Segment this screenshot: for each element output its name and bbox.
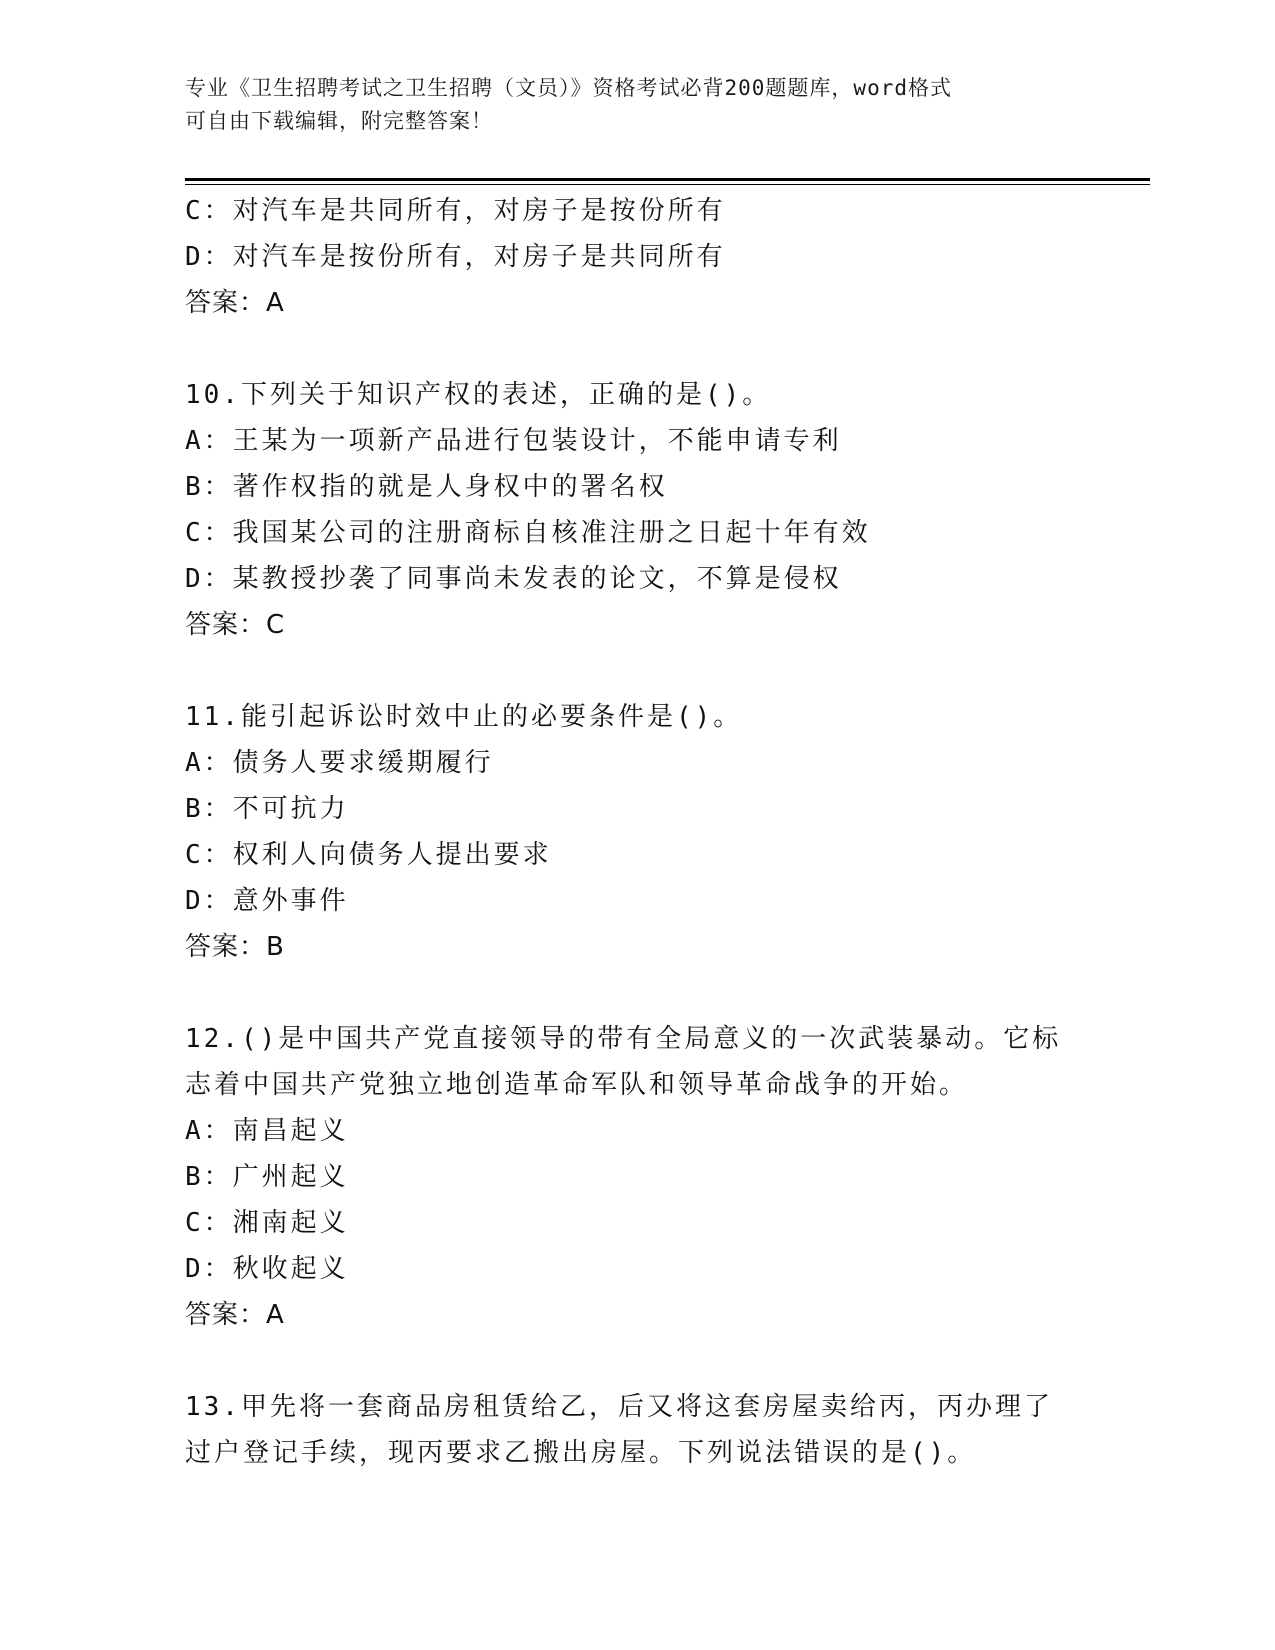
question-block-10 (185, 372, 1085, 648)
option-a: A：南昌起义 (185, 1116, 349, 1146)
option-a: A：债务人要求缓期履行 (185, 748, 494, 778)
option-d: D：秋收起义 (185, 1254, 349, 1284)
question-block-11 (185, 694, 1085, 970)
option-c: C：权利人向债务人提出要求 (185, 840, 552, 870)
answer-line: 答案：B (185, 932, 285, 962)
question-block-12 (185, 1016, 1085, 1338)
header-rule-thick (185, 178, 1150, 181)
header-title-line-2: 可自由下载编辑，附完整答案！ (185, 109, 493, 133)
question-text: 11.能引起诉讼时效中止的必要条件是()。 (185, 702, 743, 732)
answer-line: 答案：A (185, 1300, 285, 1330)
question-text: 10.下列关于知识产权的表述，正确的是()。 (185, 380, 772, 410)
question-text: 12.()是中国共产党直接领导的带有全局意义的一次武装暴动。它标志着中国共产党独立地创造革命军队和领导革命战争的开始。 (185, 1024, 1062, 1100)
option-a: A：王某为一项新产品进行包装设计，不能申请专利 (185, 426, 842, 456)
answer-line: 答案：A (185, 288, 285, 318)
option-d: D：对汽车是按份所有，对房子是共同所有 (185, 242, 726, 272)
header-title-line-1: 专业《卫生招聘考试之卫生招聘（文员）》资格考试必背200题题库，word格式 (185, 76, 952, 100)
question-block-13 (185, 1384, 1085, 1476)
question-block-continued (185, 188, 1085, 326)
option-d: D：某教授抄袭了同事尚未发表的论文，不算是侵权 (185, 564, 842, 594)
option-c: C：我国某公司的注册商标自核准注册之日起十年有效 (185, 518, 871, 548)
document-header (185, 72, 1085, 138)
option-b: B：广州起义 (185, 1162, 349, 1192)
option-b: B：著作权指的就是人身权中的署名权 (185, 472, 668, 502)
question-text: 13.甲先将一套商品房租赁给乙，后又将这套房屋卖给丙，丙办理了过户登记手续，现丙要求乙搬出房屋。下列说法错误的是()。 (185, 1392, 1053, 1468)
question-list (185, 188, 1085, 1476)
option-b: B：不可抗力 (185, 794, 349, 824)
answer-line: 答案：C (185, 610, 286, 640)
option-c: C：对汽车是共同所有，对房子是按份所有 (185, 196, 726, 226)
header-rule-thin (185, 184, 1150, 185)
option-c: C：湘南起义 (185, 1208, 349, 1238)
option-d: D：意外事件 (185, 886, 349, 916)
